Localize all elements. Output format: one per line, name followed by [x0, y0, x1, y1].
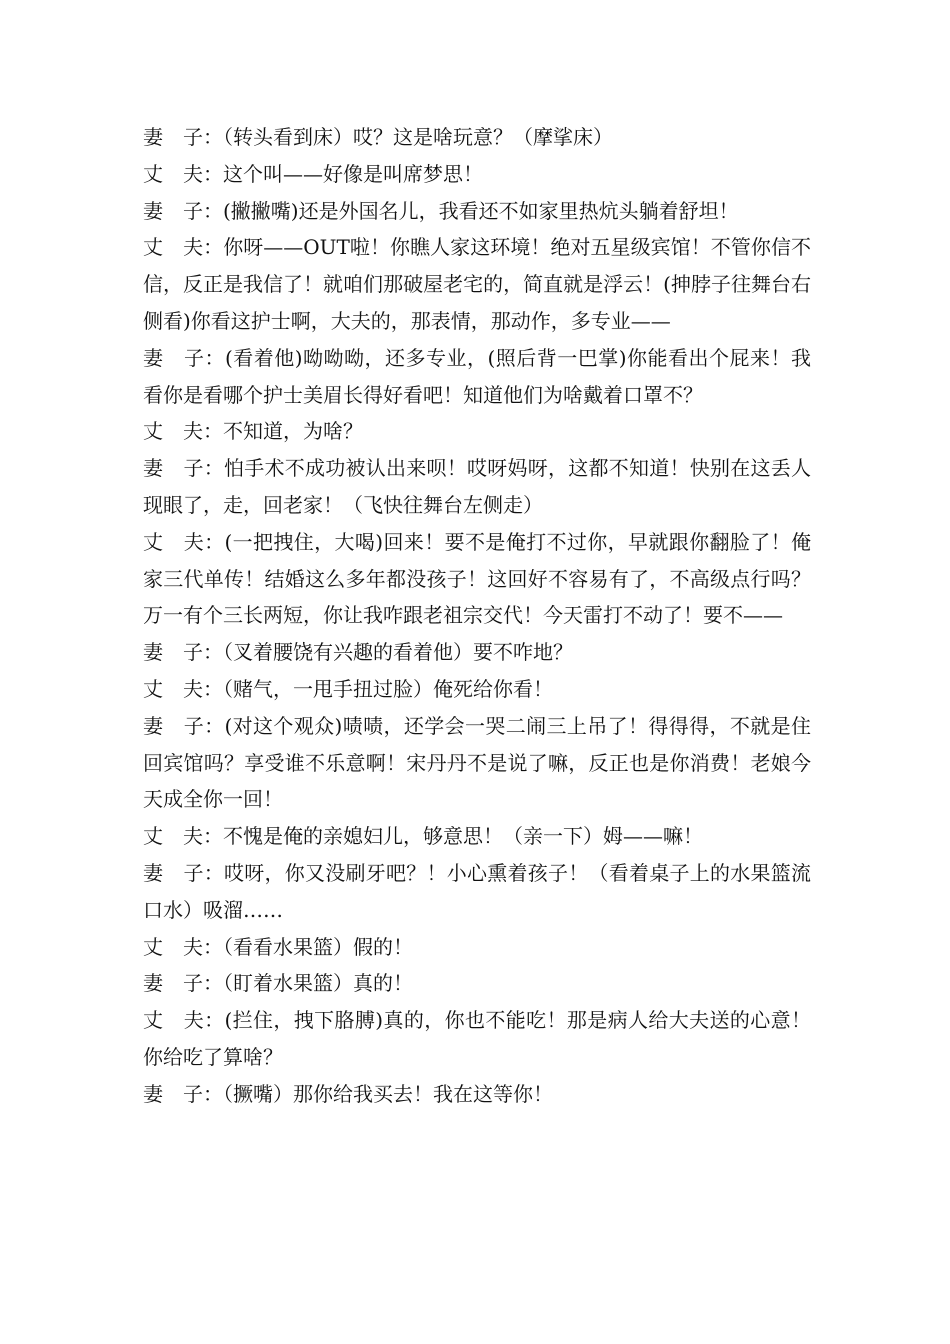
dialogue-line: 妻 子：怕手术不成功被认出来呗！哎呀妈呀，这都不知道！快别在这丢人现眼了，走，回老家！（飞快往舞台左侧走）	[143, 456, 811, 517]
dialogue-line: 丈 夫：（赌气，一甩手扭过脸）俺死给你看！	[143, 676, 553, 701]
dialogue-line: 妻 子：(撇撇嘴)还是外国名儿，我看还不如家里热炕头躺着舒坦！	[143, 198, 739, 223]
dialogue-line: 丈 夫：你呀——OUT啦！你瞧人家这环境！绝对五星级宾馆！不管你信不信，反正是我信了！就咱们那破屋老宅的，简直就是浮云！(抻脖子往舞台右侧看)你看这护士啊，大夫的，那表情，那动作，多专业——	[143, 235, 811, 333]
dialogue-line: 妻 子：(看着他)呦呦呦，还多专业，(照后背一巴掌)你能看出个屁来！我看你是看哪个护士美眉长得好看吧！知道他们为啥戴着口罩不？	[143, 345, 811, 407]
dialogue-line: 妻 子：（盯着水果篮）真的！	[143, 971, 413, 996]
dialogue-line: 妻 子：哎呀，你又没刷牙吧？！小心熏着孩子！（看着桌子上的水果篮流口水）吸溜……	[143, 860, 811, 922]
dialogue-line: 丈 夫：不知道，为啥？	[143, 419, 363, 444]
dialogue-line: 妻 子：（转头看到床）哎？这是啥玩意？（摩挲床）	[143, 125, 613, 149]
dialogue-line: 丈 夫：这个叫——好像是叫席梦思！	[143, 161, 483, 186]
dialogue-line: 妻 子：(对这个观众)啧啧，还学会一哭二闹三上吊了！得得得，不就是住回宾馆吗？享受谁不乐意啊！宋丹丹不是说了嘛，反正也是你消费！老娘今天成全你一回！	[143, 713, 811, 812]
dialogue-line: 妻 子：（撅嘴）那你给我买去！我在这等你！	[143, 1081, 553, 1106]
script-body	[143, 119, 811, 1113]
dialogue-line: 妻 子：（叉着腰饶有兴趣的看着他）要不咋地？	[143, 640, 573, 665]
dialogue-line: 丈 夫：(拦住，拽下胳膊)真的，你也不能吃！那是病人给大夫送的心意！你给吃了算啥？	[143, 1008, 811, 1069]
dialogue-line: 丈 夫：不愧是俺的亲媳妇儿，够意思！（亲一下）姆——嘛！	[143, 824, 703, 849]
dialogue-line: 丈 夫：(一把拽住，大喝)回来！要不是俺打不过你，早就跟你翻脸了！俺家三代单传！结婚这么多年都没孩子！这回好不容易有了，不高级点行吗？万一有个三长两短，你让我咋跟老祖宗交代！今天雷打不动了！要不——	[143, 529, 811, 628]
dialogue-line: 丈 夫：（看看水果篮）假的！	[143, 934, 413, 959]
